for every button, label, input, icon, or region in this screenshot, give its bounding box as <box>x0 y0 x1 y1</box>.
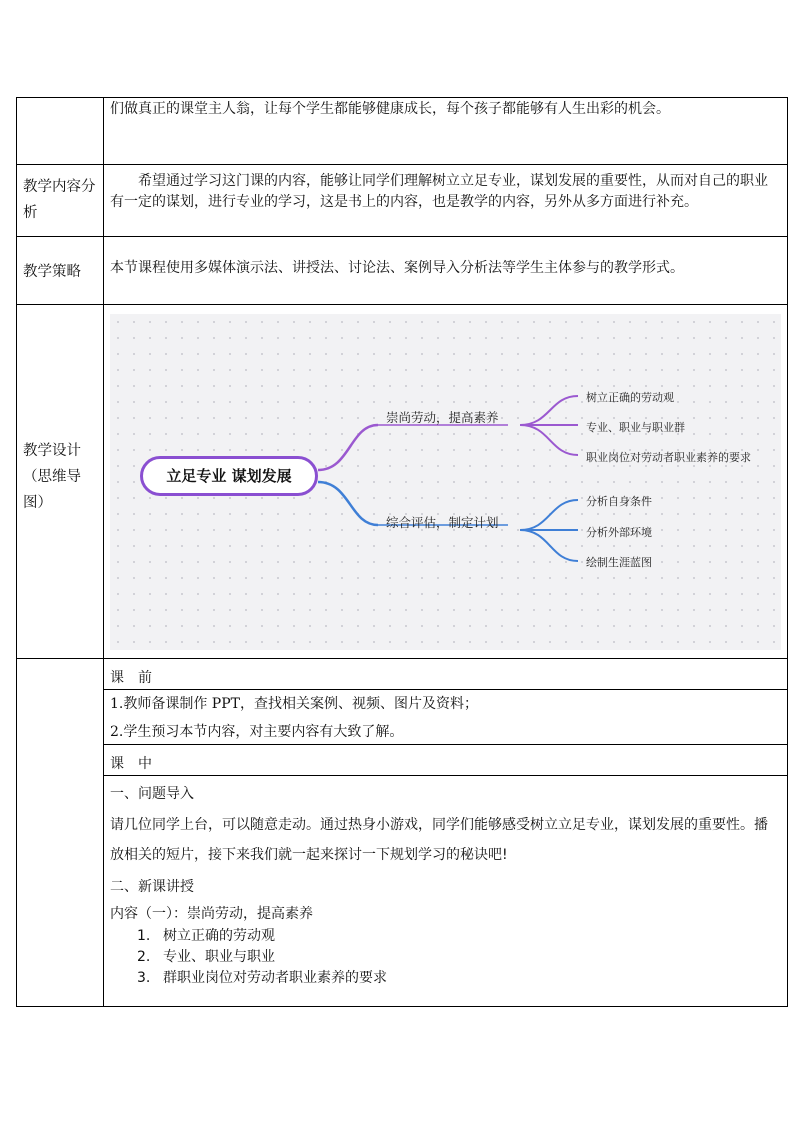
mind-map <box>110 314 781 650</box>
in-class-heading: 课 中 <box>110 756 152 772</box>
branch-connector-2 <box>318 482 378 525</box>
leaf-label: 职业岗位对劳动者职业素养的要求 <box>586 451 751 464</box>
branch-label-1: 崇尚劳动，提高素养 <box>386 410 499 425</box>
leaf-label: 绘制生涯蓝图 <box>586 556 652 569</box>
row-divider <box>17 236 787 237</box>
content-title: 内容（一）：崇尚劳动，提高素养 <box>110 906 313 922</box>
section-title: 二、新课讲授 <box>110 879 194 895</box>
leaf-connector <box>520 396 578 425</box>
strategy-text: 本节课程使用多媒体演示法、讲授法、讨论法、案例导入分析法等学生主体参与的教学形式。 <box>110 260 684 276</box>
branch-connector-1 <box>318 425 378 470</box>
leaf-label: 专业、职业与职业群 <box>586 421 685 434</box>
row-divider <box>103 744 787 745</box>
branch-label-2: 综合评估，制定计划 <box>386 515 499 530</box>
list-item: 2. 专业、职业与职业 <box>137 949 275 965</box>
lesson-plan-table <box>16 97 788 1007</box>
row-divider <box>103 689 787 690</box>
row-divider <box>17 164 787 165</box>
before-class-item: 1.教师备课制作 PPT，查找相关案例、视频、图片及资料； <box>110 696 478 712</box>
row-divider <box>103 775 787 776</box>
before-class-heading: 课 前 <box>110 670 152 686</box>
mind-map-root: 立足专业 谋划发展 <box>140 456 318 496</box>
strategy-label: 教学策略 <box>23 264 81 280</box>
design-label: 教学设计（思维导图） <box>23 443 81 511</box>
row-divider <box>17 658 787 659</box>
leaf-connector <box>520 500 578 530</box>
column-divider <box>103 98 104 1006</box>
section-text: 请几位同学上台，可以随意走动。通过热身小游戏，同学们能够感受树立立足专业，谋划发展的重要性。播放相关的短片，接下来我们就一起来探讨一下规划学习的秘诀吧! <box>110 817 768 863</box>
content-analysis-label: 教学内容分析 <box>23 179 96 221</box>
before-class-item: 2.学生预习本节内容，对主要内容有大致了解。 <box>110 724 404 740</box>
list-item: 3. 群职业岗位对劳动者职业素养的要求 <box>137 970 387 986</box>
list-item: 1. 树立正确的劳动观 <box>137 928 275 944</box>
leaf-connector <box>520 530 578 561</box>
intro-continuation: 们做真正的课堂主人翁，让每个学生都能够健康成长，每个孩子都能够有人生出彩的机会。 <box>110 101 670 117</box>
leaf-label: 分析自身条件 <box>586 495 652 508</box>
leaf-connector <box>520 425 578 455</box>
content-analysis-text: 希望通过学习这门课的内容，能够让同学们理解树立立足专业，谋划发展的重要性，从而对自己的职业有一定的谋划，进行专业的学习，这是书上的内容，也是教学的内容，另外从多方面进行补充。 <box>110 173 768 210</box>
row-divider <box>17 304 787 305</box>
section-title: 一、问题导入 <box>110 786 194 802</box>
leaf-label: 分析外部环境 <box>586 526 652 539</box>
leaf-label: 树立正确的劳动观 <box>586 391 674 404</box>
